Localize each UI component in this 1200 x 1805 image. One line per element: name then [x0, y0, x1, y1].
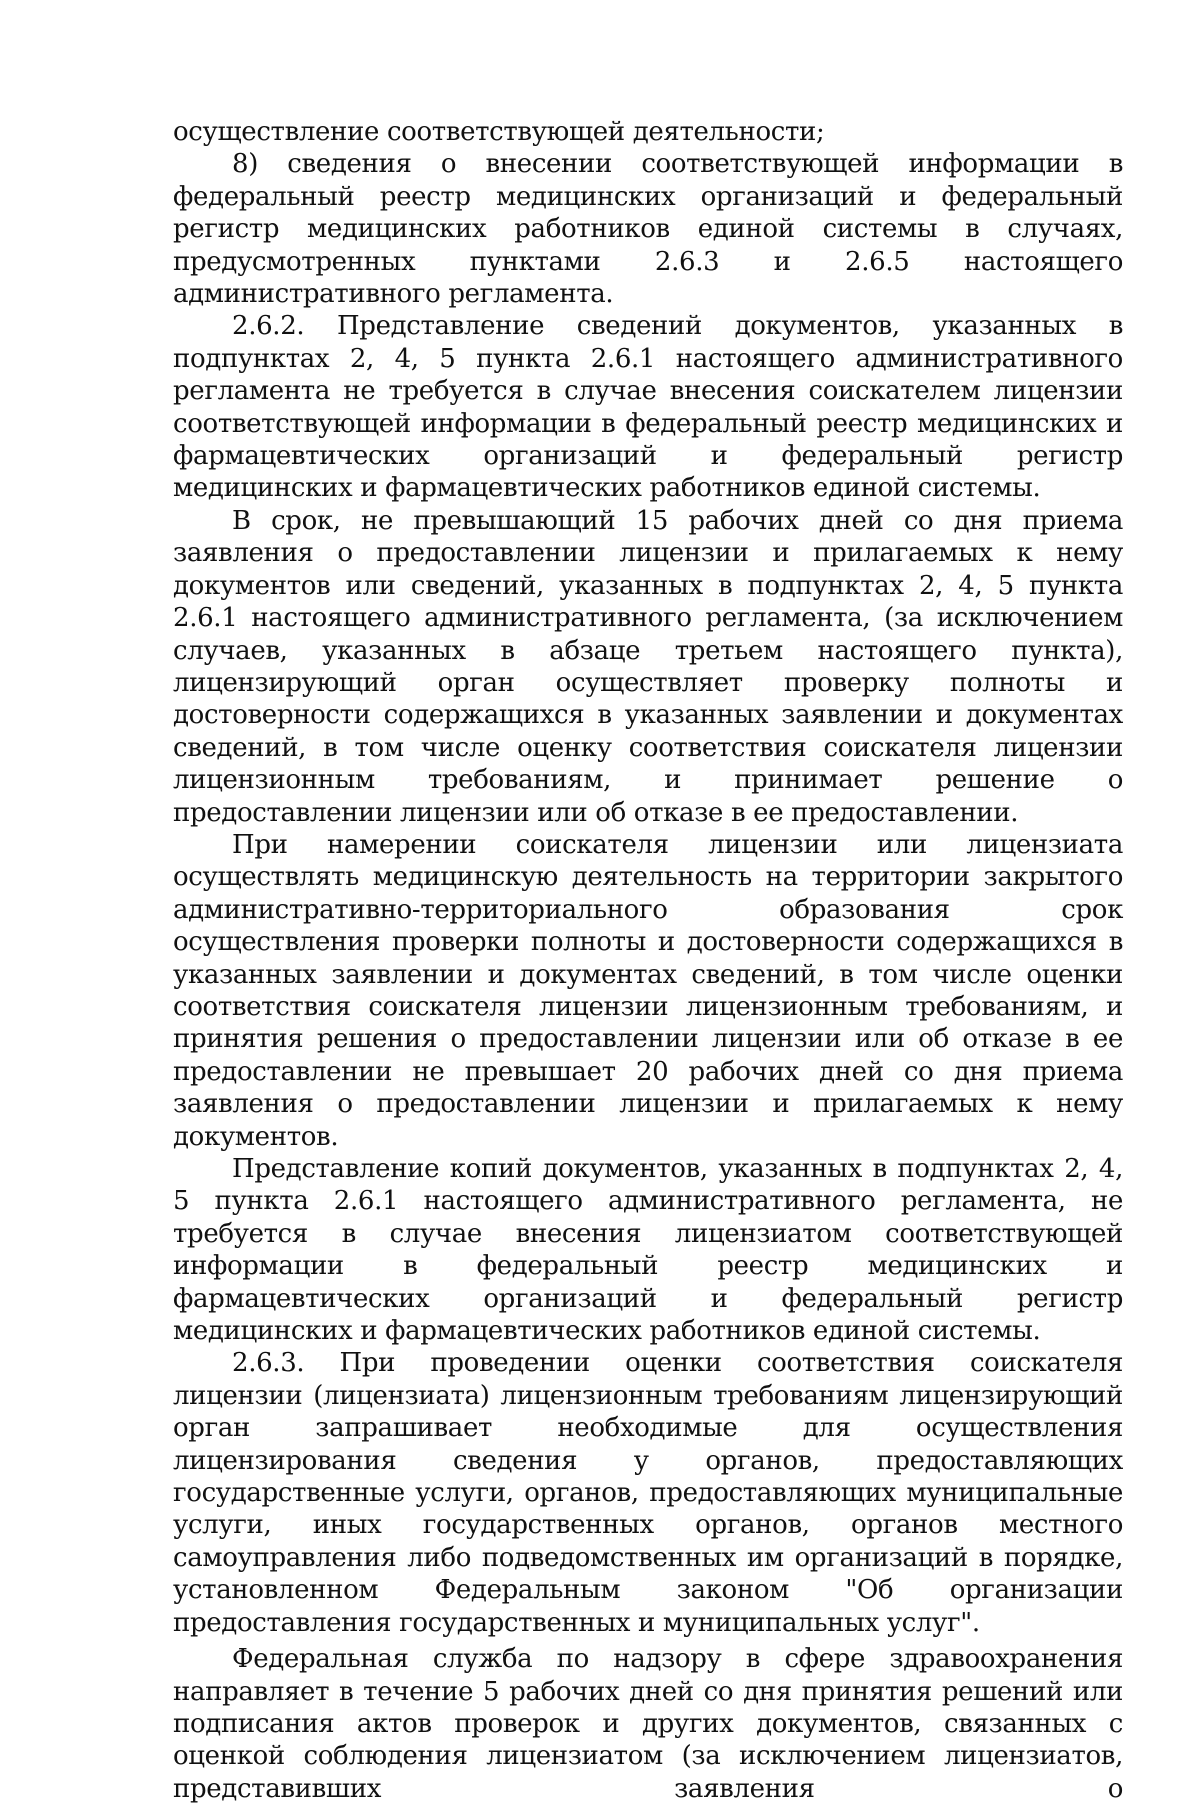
document-page	[173, 116, 1123, 1805]
paragraph-review-period: В срок, не превышающий 15 рабочих дней со дня приема заявления о предоставлении лицензии и прилагаемых к нему документов или сведений, указанных в подпунктах 2, 4, 5 пункта 2.6.1 настоящего административного регламента, (за исключением случаев, указанных в абзаце третьем настоящего пункта), лицензирующий орган осуществляет проверку полноты и достоверности содержащихся в указанных заявлении и документах сведений, в том числе оценку соответствия соискателя лицензии лицензионным требованиям, и принимает решение о предоставлении лицензии или об отказе в ее предоставлении.	[173, 505, 1123, 828]
paragraph-federal-service: Федеральная служба по надзору в сфере здравоохранения направляет в течение 5 рабочих дней со дня принятия решений или подписания актов проверок и других документов, связанных с оценкой соблюдения лицензиатом (за исключением лицензиатов, представивших заявления о	[173, 1644, 1123, 1804]
paragraph-2-6-3: 2.6.3. При проведении оценки соответствия соискателя лицензии (лицензиата) лицензионным требованиям лицензирующий орган запрашивает необходимые для осуществления лицензирования сведения у органов, предоставляющих государственные услуги, органов, предоставляющих муниципальные услуги, иных государственных органов, органов местного самоуправления либо подведомственных им организаций в порядке, установленном Федеральным законом "Об организации предоставления государственных и муниципальных услуг".	[173, 1348, 1123, 1638]
paragraph-item-8: 8) сведения о внесении соответствующей информации в федеральный реестр медицинских организаций и федеральный регистр медицинских работников единой системы в случаях, предусмотренных пунктами 2.6.3 и 2.6.5 настоящего административного регламента.	[173, 149, 1123, 310]
paragraph-continuation: осуществление соответствующей деятельности;	[173, 117, 825, 147]
paragraph-copies-not-required: Представление копий документов, указанных в подпунктах 2, 4, 5 пункта 2.6.1 настоящего административного регламента, не требуется в случае внесения лицензиатом соответствующей информации в федеральный реестр медицинских и фармацевтических организаций и федеральный регистр медицинских и фармацевтических работников единой системы.	[173, 1154, 1123, 1347]
paragraph-closed-territory: При намерении соискателя лицензии или лицензиата осуществлять медицинскую деятельность на территории закрытого административно-территориального образования срок осуществления проверки полноты и достоверности содержащихся в указанных заявлении и документах сведений, в том числе оценки соответствия соискателя лицензии лицензионным требованиям, и принятия решения о предоставлении лицензии или об отказе в ее предоставлении не превышает 20 рабочих дней со дня приема заявления о предоставлении лицензии и прилагаемых к нему документов.	[173, 829, 1123, 1152]
paragraph-2-6-2: 2.6.2. Представление сведений документов, указанных в подпунктах 2, 4, 5 пункта 2.6.1 настоящего административного регламента не требуется в случае внесения соискателем лицензии соответствующей информации в федеральный реестр медицинских и фармацевтических организаций и федеральный регистр медицинских и фармацевтических работников единой системы.	[173, 311, 1123, 504]
